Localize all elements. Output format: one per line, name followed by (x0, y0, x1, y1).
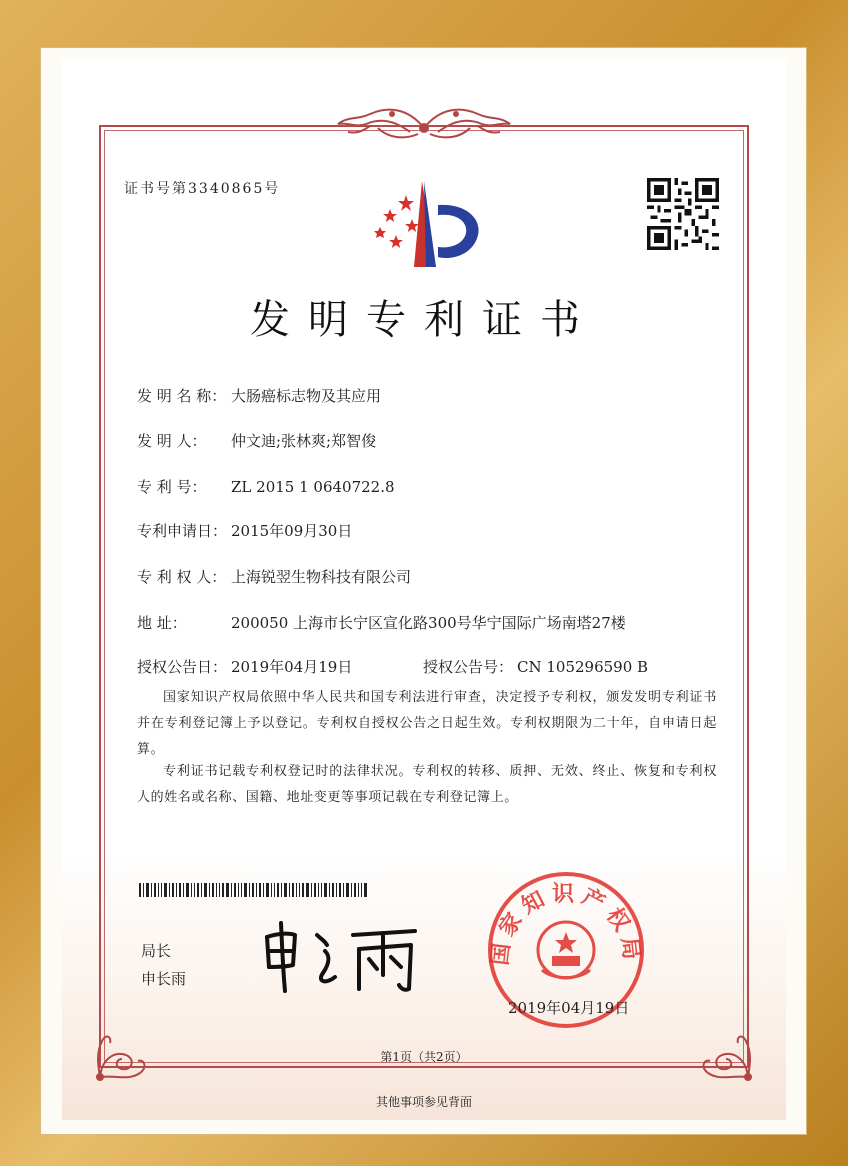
patentee-value: 上海锐翌生物科技有限公司 (231, 568, 412, 586)
row-grant-number (423, 656, 648, 677)
barcode (139, 883, 369, 897)
footer-note: 其他事项参见背面 (375, 1095, 472, 1109)
seal-date: 2019年04月19日 (508, 999, 630, 1017)
address-value: 200050 上海市长宁区宣化路300号华宁国际广场南塔27楼 (231, 614, 626, 632)
statement-paragraph-2: 专利证书记载专利权登记时的法律状况。专利权的转移、质押、无效、终止、恢复和专利权人的姓名或名称、国籍、地址变更等事项记载在专利登记簿上。 (137, 764, 717, 805)
invention-name-value: 大肠癌标志物及其应用 (231, 387, 382, 405)
top-ornament (318, 98, 530, 146)
row-grant (137, 656, 352, 677)
row-filing-date (137, 520, 352, 541)
seal-text: 国家知识产权局 (487, 881, 645, 967)
grant-date-label: 授权公告日： (137, 658, 228, 676)
row-patentee (137, 566, 411, 587)
statement-paragraph-1: 国家知识产权局依照中华人民共和国专利法进行审查，决定授予专利权，颁发发明专利证书并在专利登记簿上予以登记。专利权自授权公告之日起生效。专利权期限为二十年，自申请日起算。 (137, 690, 717, 757)
cnipa-logo (366, 175, 484, 271)
grant-number-value: CN 105296590 B (517, 658, 649, 676)
row-address (137, 612, 626, 633)
inventor-label: 发 明 人： (137, 432, 207, 450)
inventor-value: 仲文迪;张林爽;郑智俊 (231, 432, 377, 450)
page-number: 第1页（共2页） (380, 1050, 468, 1064)
qr-code (647, 178, 719, 250)
certificate-title: 发明专利证书 (250, 297, 598, 343)
address-label: 地 址： (137, 614, 187, 632)
filing-date-value: 2015年09月30日 (231, 522, 353, 540)
row-inventor (137, 430, 376, 451)
handwritten-signature (255, 915, 425, 995)
patent-number-label: 专 利 号： (137, 478, 207, 496)
grant-number-label: 授权公告号： (423, 658, 514, 676)
grant-date-value: 2019年04月19日 (231, 658, 353, 676)
signatory-name: 申长雨 (141, 970, 187, 988)
invention-name-label: 发 明 名 称： (137, 387, 227, 405)
filing-date-label: 专利申请日： (137, 522, 228, 540)
signatory-title: 局长 (141, 942, 172, 960)
patent-number-value: ZL 2015 1 0640722.8 (231, 478, 395, 496)
certificate-number: 证书号第3340865号 (124, 181, 281, 197)
row-invention-name (137, 385, 381, 406)
patentee-label: 专 利 权 人： (137, 568, 227, 586)
row-patent-number (137, 476, 395, 497)
